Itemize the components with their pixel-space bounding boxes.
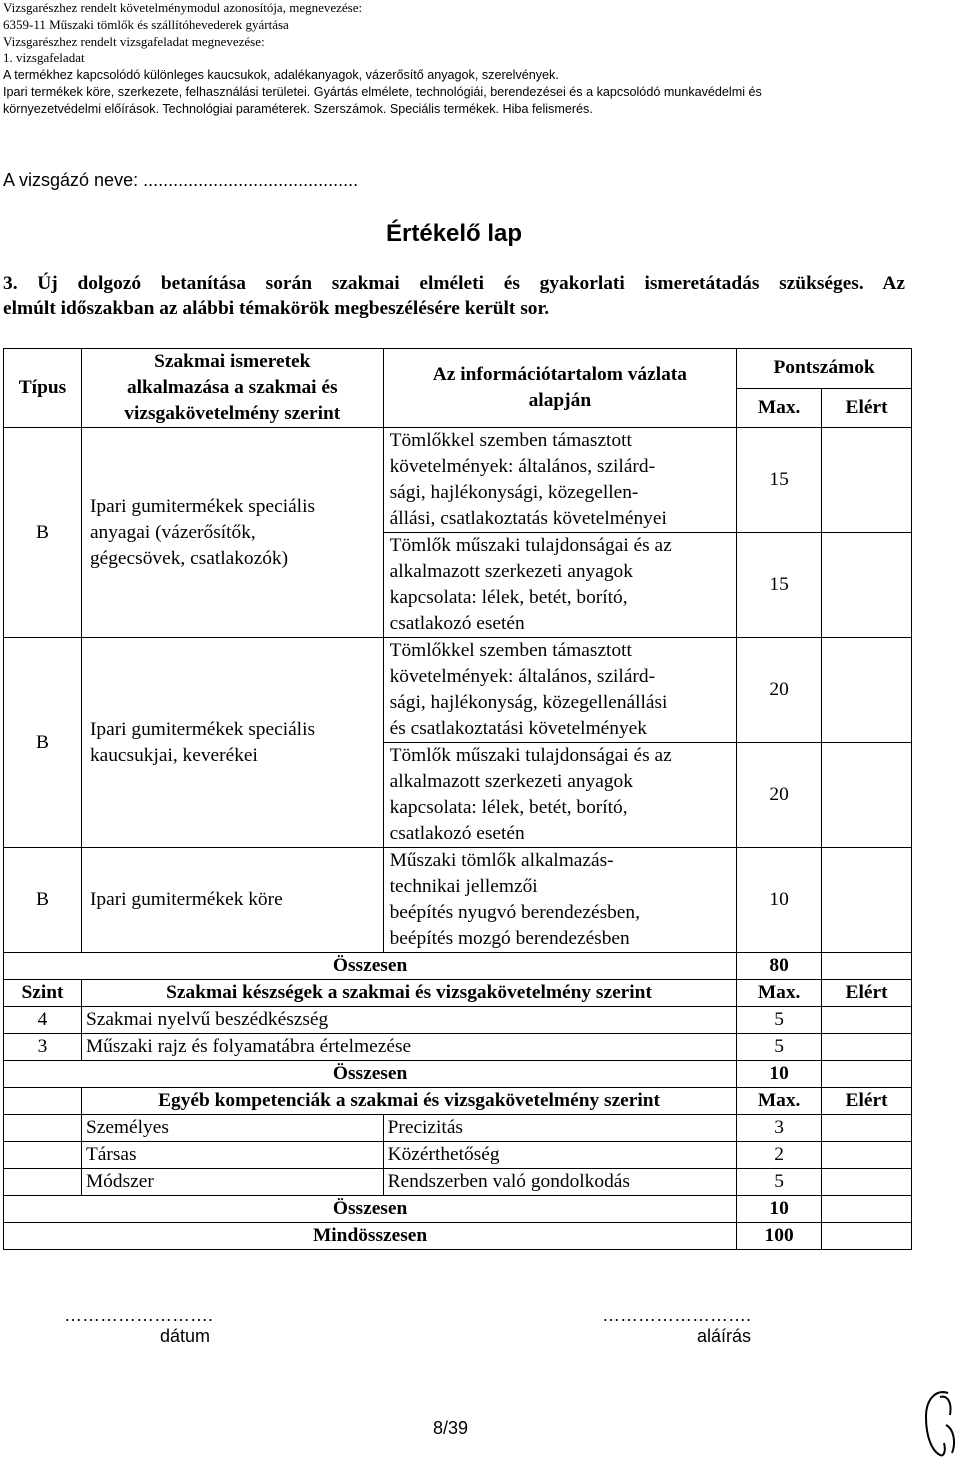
row-type: B: [4, 428, 82, 638]
competency-blank: [4, 1142, 82, 1169]
total-label: Összesen: [4, 1196, 737, 1223]
total-label: Összesen: [4, 953, 737, 980]
competency-max-header: Max.: [737, 1088, 822, 1115]
competency-max: 3: [737, 1115, 822, 1142]
info-line: csatlakozó esetén: [389, 613, 525, 634]
info-line: csatlakozó esetén: [389, 823, 525, 844]
competency-label: Közérthetőség: [383, 1142, 737, 1169]
info-line: kapcsolata: lélek, betét, borító,: [389, 797, 628, 818]
competency-row: [4, 1169, 912, 1196]
row-topic: [81, 638, 383, 848]
total-label: Összesen: [4, 1061, 737, 1088]
question-line-1: 3. Új dolgozó betanítása során szakmai elméleti és gyakorlati ismeretátadás szükséges. Az: [3, 273, 905, 294]
competency-label-header: Egyéb kompetenciák a szakmai és vizsgakövetelmény szerint: [81, 1088, 736, 1115]
topic-line: Ipari gumitermékek speciális: [89, 718, 316, 740]
skills-header-row: [4, 980, 912, 1007]
header-topic-line: Szakmai ismeretek: [154, 351, 311, 372]
page-number: 8/39: [433, 1418, 469, 1438]
evaluation-table: [3, 348, 912, 1250]
row-type: B: [4, 848, 82, 953]
competency-row: [4, 1142, 912, 1169]
info-line: technikai jellemzői: [389, 876, 538, 897]
competency-achieved[interactable]: [822, 1115, 912, 1142]
header-topic-line: vizsgakövetelmény szerint: [124, 403, 341, 424]
row-achieved[interactable]: [822, 638, 912, 743]
competency-max: 2: [737, 1142, 822, 1169]
total-achieved[interactable]: [822, 953, 912, 980]
skills-label-header: Szakmai készségek a szakmai és vizsgakövetelmény szerint: [81, 980, 736, 1007]
header-line-1: Vizsgarészhez rendelt követelménymodul azonosítója, megnevezése:: [3, 0, 363, 15]
info-line: sági, hajlékonyság, közegellenállási: [389, 692, 668, 713]
info-line: követelmények: általános, szilárd-: [389, 666, 656, 687]
header-info: [383, 349, 737, 428]
header-achieved: Elért: [822, 388, 912, 428]
signature-label: aláírás: [697, 1326, 752, 1346]
competency-kind: Társas: [81, 1142, 383, 1169]
page-header: [3, 0, 953, 118]
header-line-5: A termékhez kapcsolódó különleges kaucsukok, adalékanyagok, vázerősítő anyagok, szerelvények.: [3, 68, 559, 83]
row-max: 10: [737, 848, 822, 953]
competency-header-row: [4, 1088, 912, 1115]
row-max: 15: [737, 428, 822, 533]
info-line: Tömlők műszaki tulajdonságai és az: [389, 535, 672, 556]
table-row: [4, 638, 912, 743]
header-points: Pontszámok: [737, 349, 912, 389]
header-line-2: 6359-11 Műszaki tömlők és szállítóhevederek gyártása: [3, 16, 289, 32]
row-max: 20: [737, 638, 822, 743]
skill-label: Szakmai nyelvű beszédkészség: [81, 1007, 736, 1034]
skill-level: 3: [4, 1034, 82, 1061]
info-line: Tömlőkkel szemben támasztott: [389, 640, 632, 661]
total-value: 80: [737, 953, 822, 980]
topic-line: Ipari gumitermékek köre: [89, 889, 283, 910]
total-achieved[interactable]: [822, 1061, 912, 1088]
header-type: Típus: [4, 349, 82, 428]
header-line-6: Ipari termékek köre, szerkezete, felhasználási területei. Gyártás elmélete, technológiái, berendezései és a kapcsolódó munkavédelmi és: [3, 84, 762, 99]
competency-row: [4, 1115, 912, 1142]
signature-dots: …………………….: [602, 1305, 752, 1325]
examinee-name: A vizsgázó neve: ...........................................: [3, 170, 359, 190]
header-max: Max.: [737, 388, 822, 428]
row-achieved[interactable]: [822, 533, 912, 638]
competency-blank: [4, 1169, 82, 1196]
header-info-line: alapján: [528, 390, 592, 411]
info-line: sági, hajlékonysági, közegellen-: [389, 482, 639, 503]
competency-achieved-header: Elért: [822, 1088, 912, 1115]
header-line-4: 1. vizsgafeladat: [3, 50, 85, 66]
competency-blank: [4, 1115, 82, 1142]
row-info: [383, 848, 737, 953]
publisher-logo-icon: [918, 1385, 958, 1460]
row-info: [383, 428, 737, 533]
competency-kind: Személyes: [81, 1115, 383, 1142]
competency-label: Rendszerben való gondolkodás: [383, 1169, 737, 1196]
total-row: [4, 953, 912, 980]
info-line: állási, csatlakoztatás követelményei: [389, 508, 667, 529]
skill-achieved[interactable]: [822, 1034, 912, 1061]
info-line: alkalmazott szerkezeti anyagok: [389, 561, 633, 582]
row-type: B: [4, 638, 82, 848]
info-line: és csatlakoztatási követelmények: [389, 718, 647, 739]
info-line: követelmények: általános, szilárd-: [389, 456, 656, 477]
skills-achieved-header: Elért: [822, 980, 912, 1007]
row-achieved[interactable]: [822, 428, 912, 533]
total-value: 10: [737, 1196, 822, 1223]
row-max: 15: [737, 533, 822, 638]
row-info: [383, 638, 737, 743]
skill-label: Műszaki rajz és folyamatábra értelmezése: [81, 1034, 736, 1061]
page-title: Értékelő lap: [386, 220, 523, 247]
grand-total-label: Mindösszesen: [4, 1223, 737, 1250]
competency-label: Precizitás: [383, 1115, 737, 1142]
info-line: beépítés mozgó berendezésben: [389, 928, 630, 949]
topic-line: Ipari gumitermékek speciális: [89, 495, 316, 517]
row-info: [383, 533, 737, 638]
topic-line: kaucsukjai, keverékei: [89, 744, 258, 766]
total-row: [4, 1196, 912, 1223]
skill-row: [4, 1034, 912, 1061]
info-line: Műszaki tömlők alkalmazás-: [389, 850, 614, 871]
info-line: Tömlőkkel szemben támasztott: [389, 430, 632, 451]
row-info: [383, 743, 737, 848]
competency-max: 5: [737, 1169, 822, 1196]
row-topic: [81, 848, 383, 953]
topic-line: anyagai (vázerősítők,: [89, 521, 256, 543]
header-topic-line: alkalmazása a szakmai és: [126, 377, 338, 398]
skill-max: 5: [737, 1034, 822, 1061]
grand-total-row: [4, 1223, 912, 1250]
competency-blank-header: [4, 1088, 82, 1115]
skills-max-header: Max.: [737, 980, 822, 1007]
question-text: [3, 271, 905, 321]
skills-level-header: Szint: [4, 980, 82, 1007]
topic-line: gégecsövek, csatlakozók): [89, 547, 289, 569]
header-line-7: környezetvédelmi előírások. Technológiai paraméterek. Szerszámok. Speciális termékek. Hiba felismerés.: [3, 101, 593, 116]
table-row: [4, 848, 912, 953]
row-achieved[interactable]: [822, 848, 912, 953]
date-label: dátum: [160, 1326, 211, 1346]
competency-kind: Módszer: [81, 1169, 383, 1196]
info-line: kapcsolata: lélek, betét, borító,: [389, 587, 628, 608]
info-line: Tömlők műszaki tulajdonságai és az: [389, 745, 672, 766]
header-topic: [81, 349, 383, 428]
skill-max: 5: [737, 1007, 822, 1034]
grand-total-achieved[interactable]: [822, 1223, 912, 1250]
row-topic: [81, 428, 383, 638]
skill-row: [4, 1007, 912, 1034]
question-line-2: elmúlt időszakban az alábbi témakörök megbeszélésére került sor.: [3, 298, 550, 319]
row-max: 20: [737, 743, 822, 848]
competency-achieved[interactable]: [822, 1142, 912, 1169]
grand-total-value: 100: [737, 1223, 822, 1250]
date-dots: …………………….: [64, 1305, 214, 1325]
total-row: [4, 1061, 912, 1088]
table-header-row: [4, 349, 912, 389]
total-achieved[interactable]: [822, 1196, 912, 1223]
header-info-line: Az információtartalom vázlata: [432, 364, 687, 385]
table-row: [4, 428, 912, 533]
header-line-3: Vizsgarészhez rendelt vizsgafeladat megnevezése:: [3, 33, 265, 49]
info-line: beépítés nyugvó berendezésben,: [389, 902, 640, 923]
skill-level: 4: [4, 1007, 82, 1034]
row-achieved[interactable]: [822, 743, 912, 848]
info-line: alkalmazott szerkezeti anyagok: [389, 771, 633, 792]
competency-achieved[interactable]: [822, 1169, 912, 1196]
skill-achieved[interactable]: [822, 1007, 912, 1034]
total-value: 10: [737, 1061, 822, 1088]
